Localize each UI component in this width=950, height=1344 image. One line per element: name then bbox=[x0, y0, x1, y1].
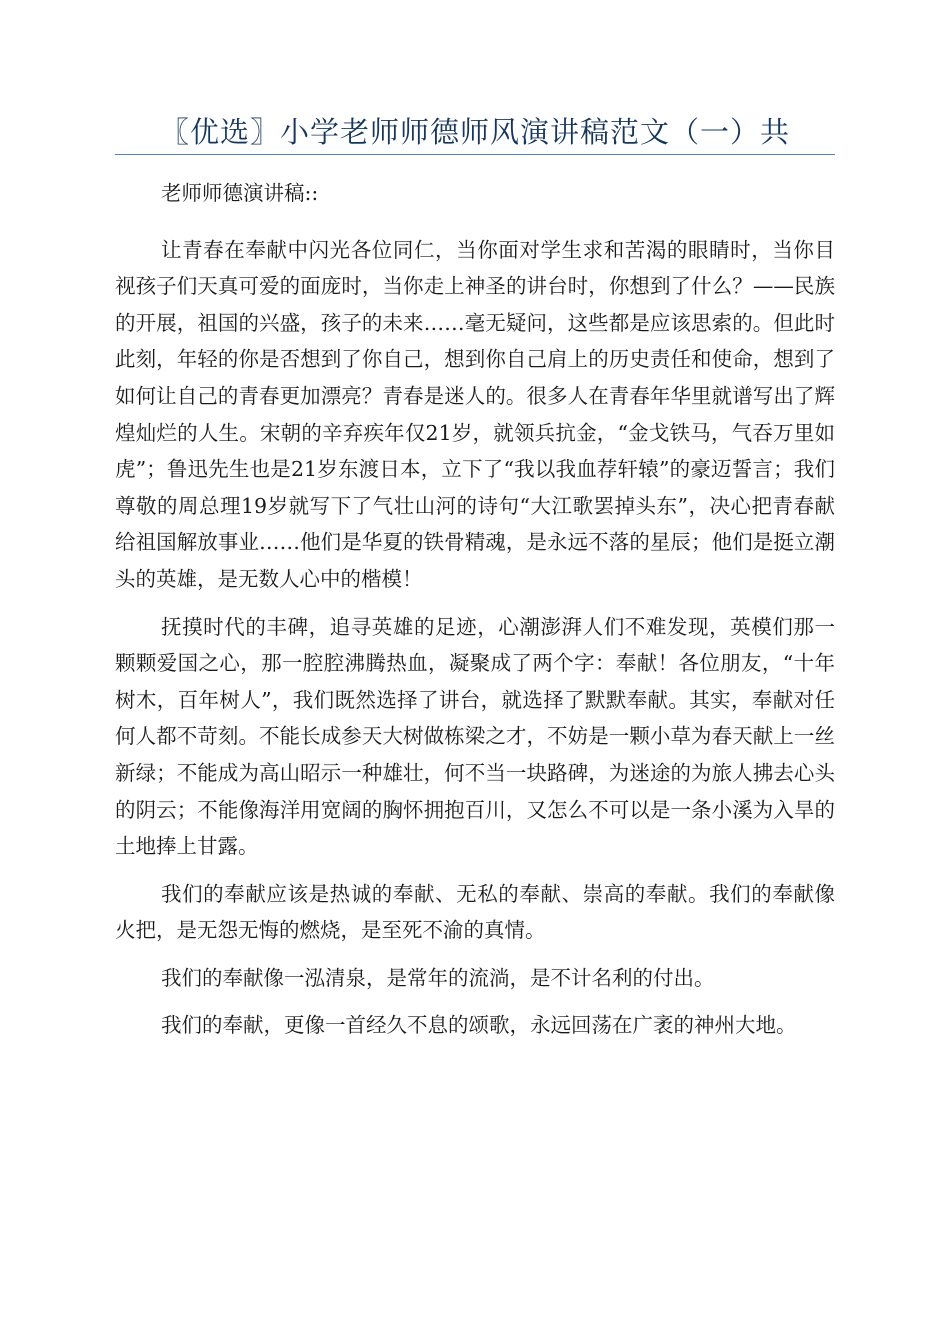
body-paragraph: 我们的奉献像一泓清泉，是常年的流淌，是不计名利的付出。 bbox=[161, 965, 715, 990]
body-paragraph: 我们的奉献应该是热诚的奉献、无私的奉献、崇高的奉献。我们的奉献像火把，是无怨无悔的燃烧，是至死不渝的真情。 bbox=[115, 881, 835, 943]
document-title: 〖优选〗小学老师师德师风演讲稿范文（一）共 bbox=[159, 115, 790, 149]
body-paragraph: 让青春在奉献中闪光各位同仁，当你面对学生求和苦渴的眼睛时，当你目视孩子们天真可爱的面庞时，当你走上神圣的讲台时，你想到了什么？——民族的开展，祖国的兴盛，孩子的未来……毫无疑问，这些都是应该思索的。但此时此刻，年轻的你是否想到了你自己，想到你自己肩上的历史责任和使命，想到了如何让自己的青春更加漂亮？青春是迷人的。很多人在青春年华里就谱写出了辉煌灿烂的人生。宋朝的辛弃疾年仅21岁，就领兵抗金，“金戈铁马，气吞万里如虎”；鲁迅先生也是21岁东渡日本，立下了“我以我血荐轩辕”的豪迈誓言；我们尊敬的周总理19岁就写下了气壮山河的诗句“大江歌罢掉头东”，决心把青春献给祖国解放事业……他们是华夏的铁骨精魂，是永远不落的星辰；他们是挺立潮头的英雄，是无数人心中的楷模！ bbox=[115, 237, 835, 591]
body-paragraph: 我们的奉献，更像一首经久不息的颂歌，永远回荡在广袤的神州大地。 bbox=[161, 1013, 797, 1038]
body-paragraph: 抚摸时代的丰碑，追寻英雄的足迹，心潮澎湃人们不难发现，英模们那一颗颗爱国之心，那一腔腔沸腾热血，凝聚成了两个字：奉献！各位朋友，“十年树木，百年树人”，我们既然选择了讲台，就选择了默默奉献。其实，奉献对任何人都不苛刻。不能长成参天大树做栋梁之才，不妨是一颗小草为春天献上一丝新绿；不能成为高山昭示一种雄壮，何不当一块路碑，为迷途的为旅人拂去心头的阴云；不能像海洋用宽阔的胸怀拥抱百川，又怎么不可以是一条小溪为入旱的土地捧上甘露。 bbox=[115, 614, 835, 859]
title-underline bbox=[115, 154, 835, 155]
document-body bbox=[115, 175, 835, 1055]
salutation-paragraph: 老师师德演讲稿:: bbox=[161, 181, 319, 205]
